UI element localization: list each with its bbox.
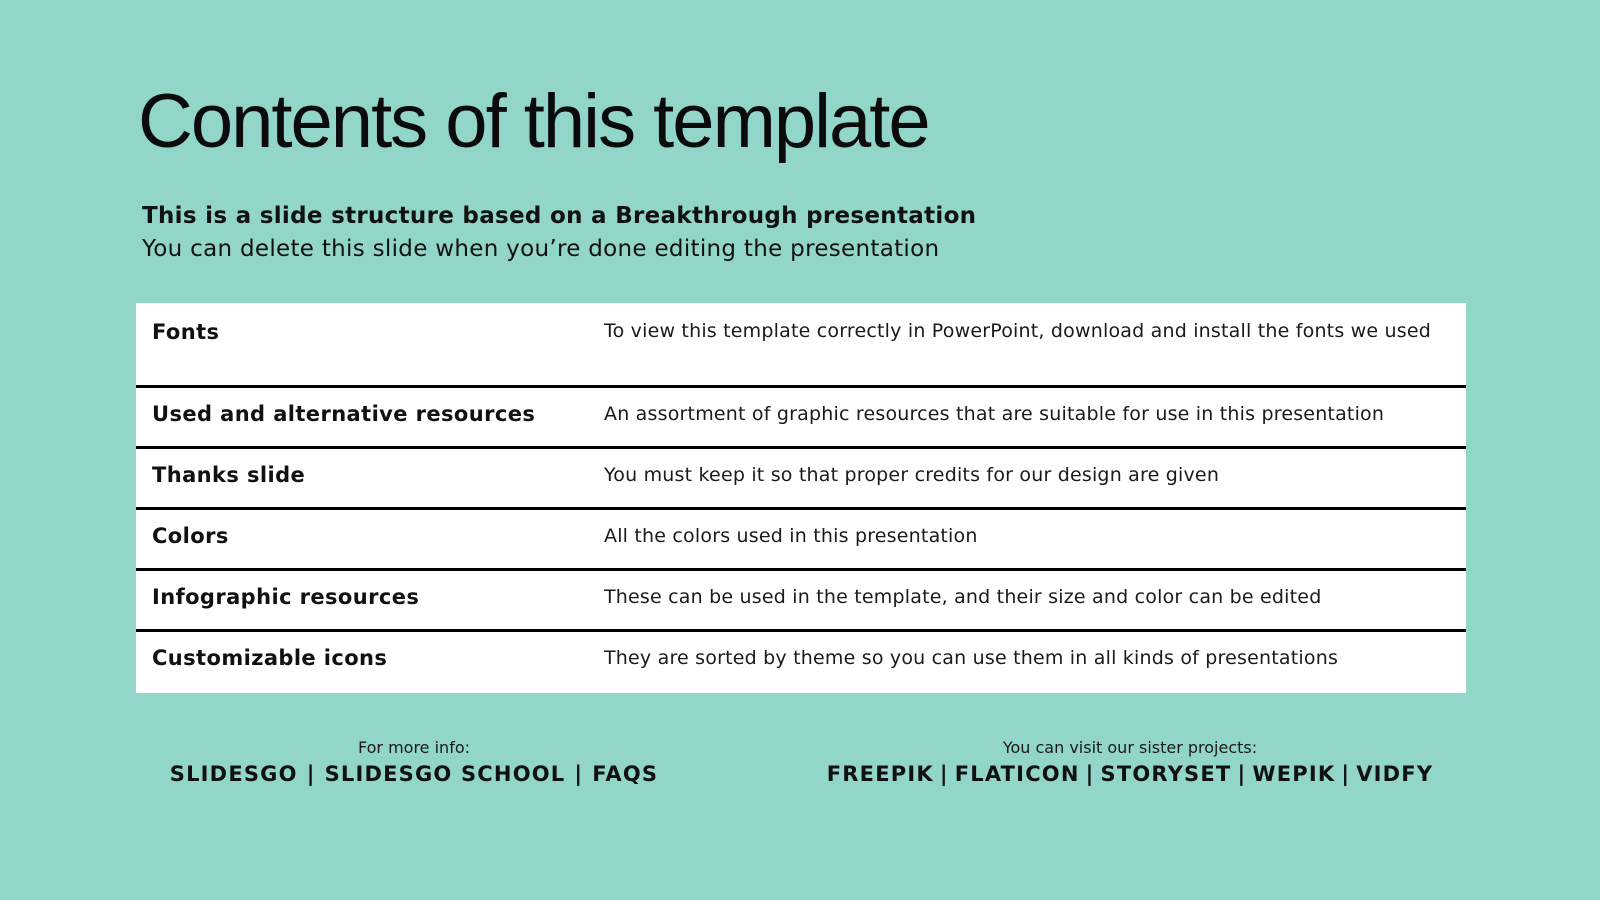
slide-subtitle: You can delete this slide when you’re done editing the presentation — [142, 236, 940, 262]
row-label: Infographic resources — [152, 585, 420, 609]
footer-sister-projects-label: You can visit our sister projects: — [1002, 738, 1258, 757]
footer-sister-projects — [824, 740, 1436, 787]
footer-more-info-links — [158, 762, 670, 787]
link-storyset[interactable]: STORYSET — [1100, 762, 1232, 786]
link-slidesgo-school[interactable]: SLIDESGO SCHOOL — [324, 762, 566, 786]
link-separator: | — [1341, 762, 1351, 786]
row-description: They are sorted by theme so you can use them in all kinds of presentations — [604, 647, 1339, 669]
slide-subtitle-bold: This is a slide structure based on a Breakthrough presentation — [142, 203, 977, 229]
slide-title: Contents of this template — [138, 79, 929, 164]
footer-more-info-label: For more info: — [357, 738, 470, 757]
table-row — [136, 510, 1466, 571]
link-faqs[interactable]: FAQS — [592, 762, 659, 786]
table-row — [136, 571, 1466, 632]
row-label: Customizable icons — [152, 646, 388, 670]
row-label: Fonts — [152, 320, 220, 344]
row-description: All the colors used in this presentation — [604, 525, 978, 547]
row-description: You must keep it so that proper credits for our design are given — [604, 464, 1220, 486]
table-row — [136, 303, 1466, 388]
link-separator: | — [1237, 762, 1247, 786]
link-separator: | — [1085, 762, 1095, 786]
link-separator: | — [306, 762, 316, 786]
link-vidfy[interactable]: VIDFY — [1356, 762, 1434, 786]
row-label: Used and alternative resources — [152, 402, 536, 426]
table-row — [136, 449, 1466, 510]
link-separator: | — [939, 762, 949, 786]
row-description: These can be used in the template, and their size and color can be edited — [604, 586, 1322, 608]
row-description: An assortment of graphic resources that are suitable for use in this presentation — [604, 403, 1385, 425]
row-description: To view this template correctly in PowerPoint, download and install the fonts we used — [604, 320, 1432, 342]
link-wepik[interactable]: WEPIK — [1252, 762, 1336, 786]
footer-sister-projects-links — [824, 762, 1436, 787]
row-label: Colors — [152, 524, 229, 548]
link-freepik[interactable]: FREEPIK — [826, 762, 934, 786]
contents-table — [136, 303, 1466, 693]
link-flaticon[interactable]: FLATICON — [954, 762, 1080, 786]
table-row — [136, 388, 1466, 449]
row-label: Thanks slide — [152, 463, 306, 487]
link-separator: | — [574, 762, 584, 786]
table-row — [136, 632, 1466, 693]
link-slidesgo[interactable]: SLIDESGO — [169, 762, 298, 786]
footer-more-info — [158, 740, 670, 787]
